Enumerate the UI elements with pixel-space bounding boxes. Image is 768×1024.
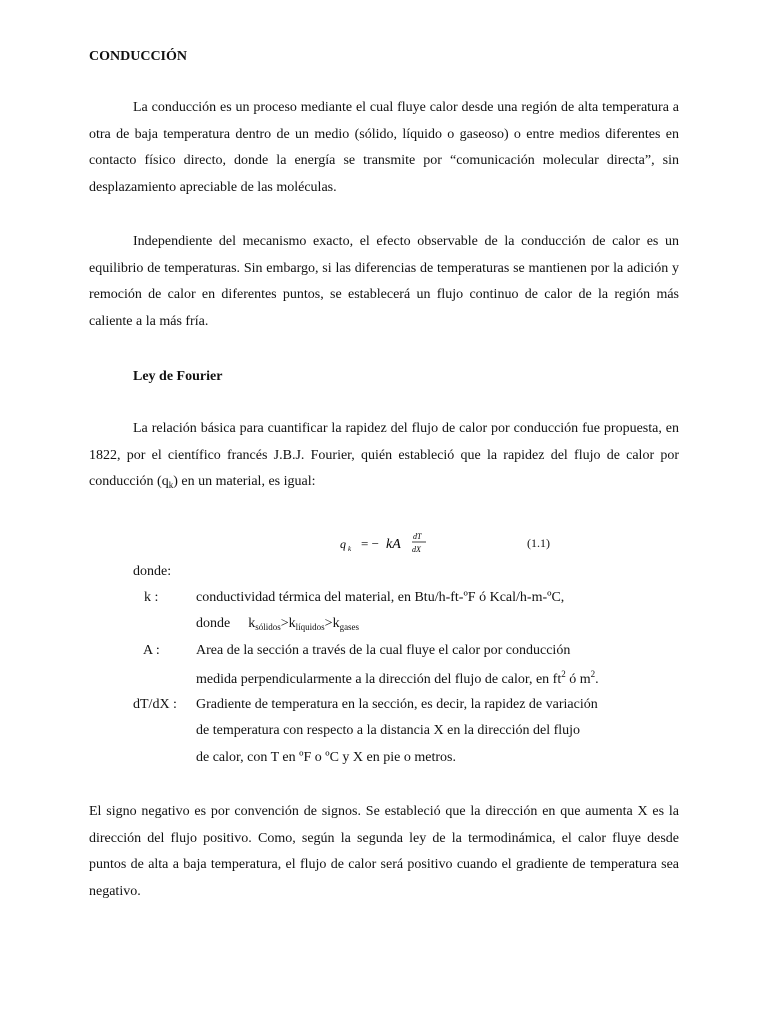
fourier-intro-text: La relación básica para cuantificar la rapidez del flujo de calor por conducción fue propuesta, en 1822, por el científico francés J.B.J. Fourier, quién estableció que la rapidez del flujo de calor por conducción (q (89, 421, 679, 490)
equation-kA: kA (386, 537, 401, 552)
fourier-equation (340, 530, 440, 556)
def-A-line2-mid: ó m (565, 672, 591, 687)
def-A-line2-text: medida perpendicularmente a la dirección del flujo de calor, en ft (196, 672, 562, 687)
def-A-sup-m: 2 (590, 669, 596, 679)
def-dTdX-line2: de temperatura con respecto a la distancia X en la dirección del flujo (196, 723, 581, 738)
def-k-sub-liquid: líquidos (295, 622, 325, 632)
paragraph-sign-convention: El signo negativo es por convención de signos. Se estableció que la dirección en que aumenta X es la dirección del flujo positivo. Como, según la segunda ley de la termodinámica, el calor fluye desde puntos de alta a baja temperatura, el flujo de calor será positivo cuando el gradiente de temperatura sea negativo. (89, 804, 679, 900)
def-A-line2 (196, 669, 599, 688)
fourier-intro-subscript: k (168, 480, 174, 491)
paragraph-temperature-equilibrium: Independiente del mecanismo exacto, el efecto observable de la conducción de calor es un equilibrio de temperaturas. Sin embargo, si las diferencias de temperaturas se mantienen por la adición y remoción de calor en diferentes puntos, se establecerá un flujo continuo de calor de la región más caliente a la más fría. (89, 234, 679, 330)
donde-label: donde: (133, 564, 172, 579)
equation-q-subscript: k (348, 545, 352, 553)
def-k-symbol-2: k (288, 616, 296, 631)
equation-equals-minus: = − (361, 536, 379, 551)
subheading-fourier-law: Ley de Fourier (133, 369, 223, 384)
equation-dX: dX (412, 545, 421, 554)
def-k-gt-1: > (280, 616, 289, 631)
def-k-label: k : (144, 590, 159, 605)
def-k-line2 (196, 616, 359, 632)
def-k-line1: conductividad térmica del material, en Btu/h-ft-ºF ó Kcal/h-m-ºC, (196, 590, 565, 605)
def-A-line1: Area de la sección a través de la cual fluye el calor por conducción (196, 643, 571, 658)
def-k-donde: donde (196, 616, 231, 631)
def-k-sub-solid: sólidos (255, 622, 281, 632)
def-k-gt-2: > (324, 616, 333, 631)
equation-dT: dT (413, 532, 422, 541)
def-A-line2-end: . (595, 672, 599, 687)
def-k-symbol-3: k (332, 616, 340, 631)
equation-number: (1.1) (527, 536, 550, 550)
def-dTdX-label: dT/dX : (133, 697, 177, 712)
paragraph-fourier-intro (89, 416, 679, 499)
equation-q: q (340, 537, 346, 551)
def-k-sub-gas: gases (339, 622, 360, 632)
def-A-sup-ft: 2 (561, 669, 566, 679)
fourier-intro-text-end: ) en un material, es igual: (173, 474, 316, 490)
def-A-label: A : (143, 643, 160, 658)
section-title: CONDUCCIÓN (89, 49, 187, 64)
def-dTdX-line1: Gradiente de temperatura en la sección, es decir, la rapidez de variación (196, 697, 598, 712)
paragraph-conduction-definition: La conducción es un proceso mediante el cual fluye calor desde una región de alta temperatura a otra de baja temperatura dentro de un medio (sólido, líquido o gaseoso) o entre medios diferentes en contacto físico directo, donde la energía se transmite por “comunicación molecular directa”, sin desplazamiento apreciable de las moléculas. (89, 100, 679, 196)
def-k-symbol-1: k (248, 616, 256, 631)
def-dTdX-line3: de calor, con T en ºF o ºC y X en pie o metros. (196, 750, 456, 765)
